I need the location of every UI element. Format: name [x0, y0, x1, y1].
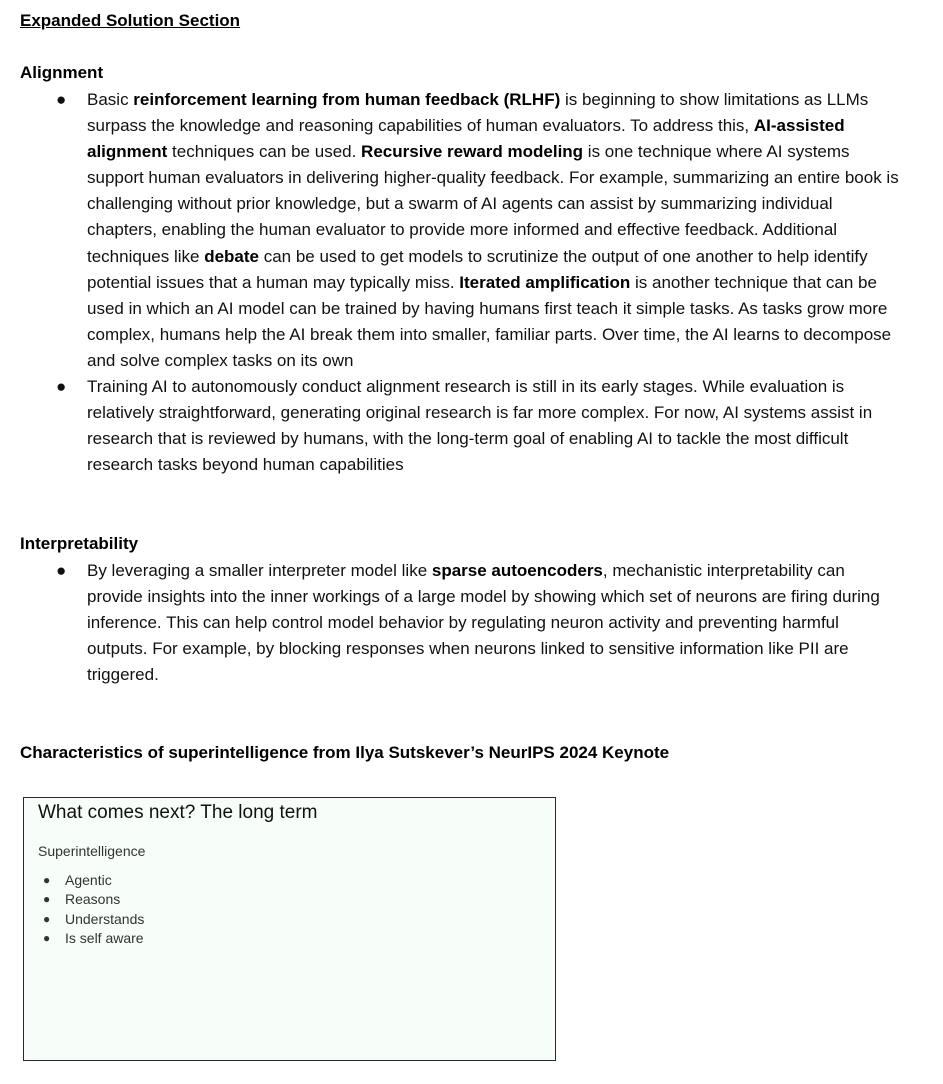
- bullet-icon: ●: [56, 90, 67, 109]
- bold-term: debate: [204, 246, 259, 266]
- bullet-icon: ●: [43, 892, 51, 907]
- slide-item-label: Understands: [65, 910, 145, 927]
- bold-term: AI-assisted alignment: [87, 116, 845, 162]
- alignment-bullet-list: [20, 87, 900, 478]
- page-title: Expanded Solution Section: [20, 11, 241, 30]
- bullet-text: By leveraging a smaller interpreter model like sparse autoencoders, mechanistic interpretability can provide insights into the inner workings of a large model by showing which set of neurons are firing during inference. This can help control model behavior by regulating neuron activity and preventing harmful outputs. For example, by blocking responses when neurons linked to sensitive information like PII are triggered.: [87, 561, 880, 685]
- slide-item-label: Reasons: [65, 891, 121, 908]
- slide-subtitle: Superintelligence: [38, 843, 146, 859]
- section-heading-interpretability: Interpretability: [20, 534, 139, 553]
- bullet-text: Training AI to autonomously conduct alignment research is still in its early stages. While evaluation is relatively straightforward, generating original research is far more complex. For now, AI systems assist in research that is reviewed by humans, with the long-term goal of enabling AI to tackle the most difficult research tasks beyond human capabilities: [87, 377, 873, 475]
- section-heading-superintelligence: Characteristics of superintelligence from Ilya Sutskever’s NeurIPS 2024 Keynote: [20, 743, 670, 762]
- bold-term: reinforcement learning from human feedback (RLHF): [133, 90, 561, 109]
- slide-list-item: [38, 890, 144, 909]
- bold-term: Recursive reward modeling: [361, 142, 584, 162]
- slide-item-label: Agentic: [65, 872, 112, 888]
- slide-list-item: [38, 929, 144, 948]
- bullet-icon: ●: [43, 911, 51, 926]
- list-item: [20, 87, 900, 374]
- list-item: [20, 374, 900, 478]
- list-item: [20, 558, 900, 688]
- interpretability-bullet-list: [20, 558, 900, 688]
- slide-list-item: [38, 871, 144, 890]
- section-heading-alignment: Alignment: [20, 63, 104, 82]
- slide-list-item: [38, 910, 144, 929]
- bullet-icon: ●: [56, 377, 67, 397]
- bold-term: Iterated amplification: [459, 272, 631, 292]
- slide-item-label: Is self aware: [65, 929, 144, 946]
- slide-title: What comes next? The long term: [38, 802, 318, 823]
- keynote-slide-image: [23, 797, 556, 1061]
- bold-term: sparse autoencoders: [431, 561, 603, 580]
- bullet-icon: ●: [56, 561, 67, 580]
- bullet-icon: ●: [43, 873, 51, 887]
- bullet-icon: ●: [43, 930, 51, 945]
- slide-bullet-list: [38, 871, 144, 948]
- bullet-text: Basic reinforcement learning from human feedback (RLHF) is beginning to show limitations as LLMs surpass the knowledge and reasoning capabilities of human evaluators. To address this, AI-assisted alignment techniques can be used. Recursive reward modeling is one technique where AI systems support human evaluators in delivering higher-quality feedback. For example, summarizing an entire book is challenging without prior knowledge, but a swarm of AI agents can assist by summarizing individual chapters, enabling the human evaluator to provide more informed and effective feedback. Additional techniques like debate can be used to get models to scrutinize the output of one another to help identify potential issues that a human may typically miss. Iterated amplification is another technique that can be used in which an AI model can be trained by having humans first teach it simple tasks. As tasks grow more complex, humans help the AI break them into smaller, familiar parts. Over time, the AI learns to decompose and solve complex tasks on its own: [87, 90, 899, 370]
